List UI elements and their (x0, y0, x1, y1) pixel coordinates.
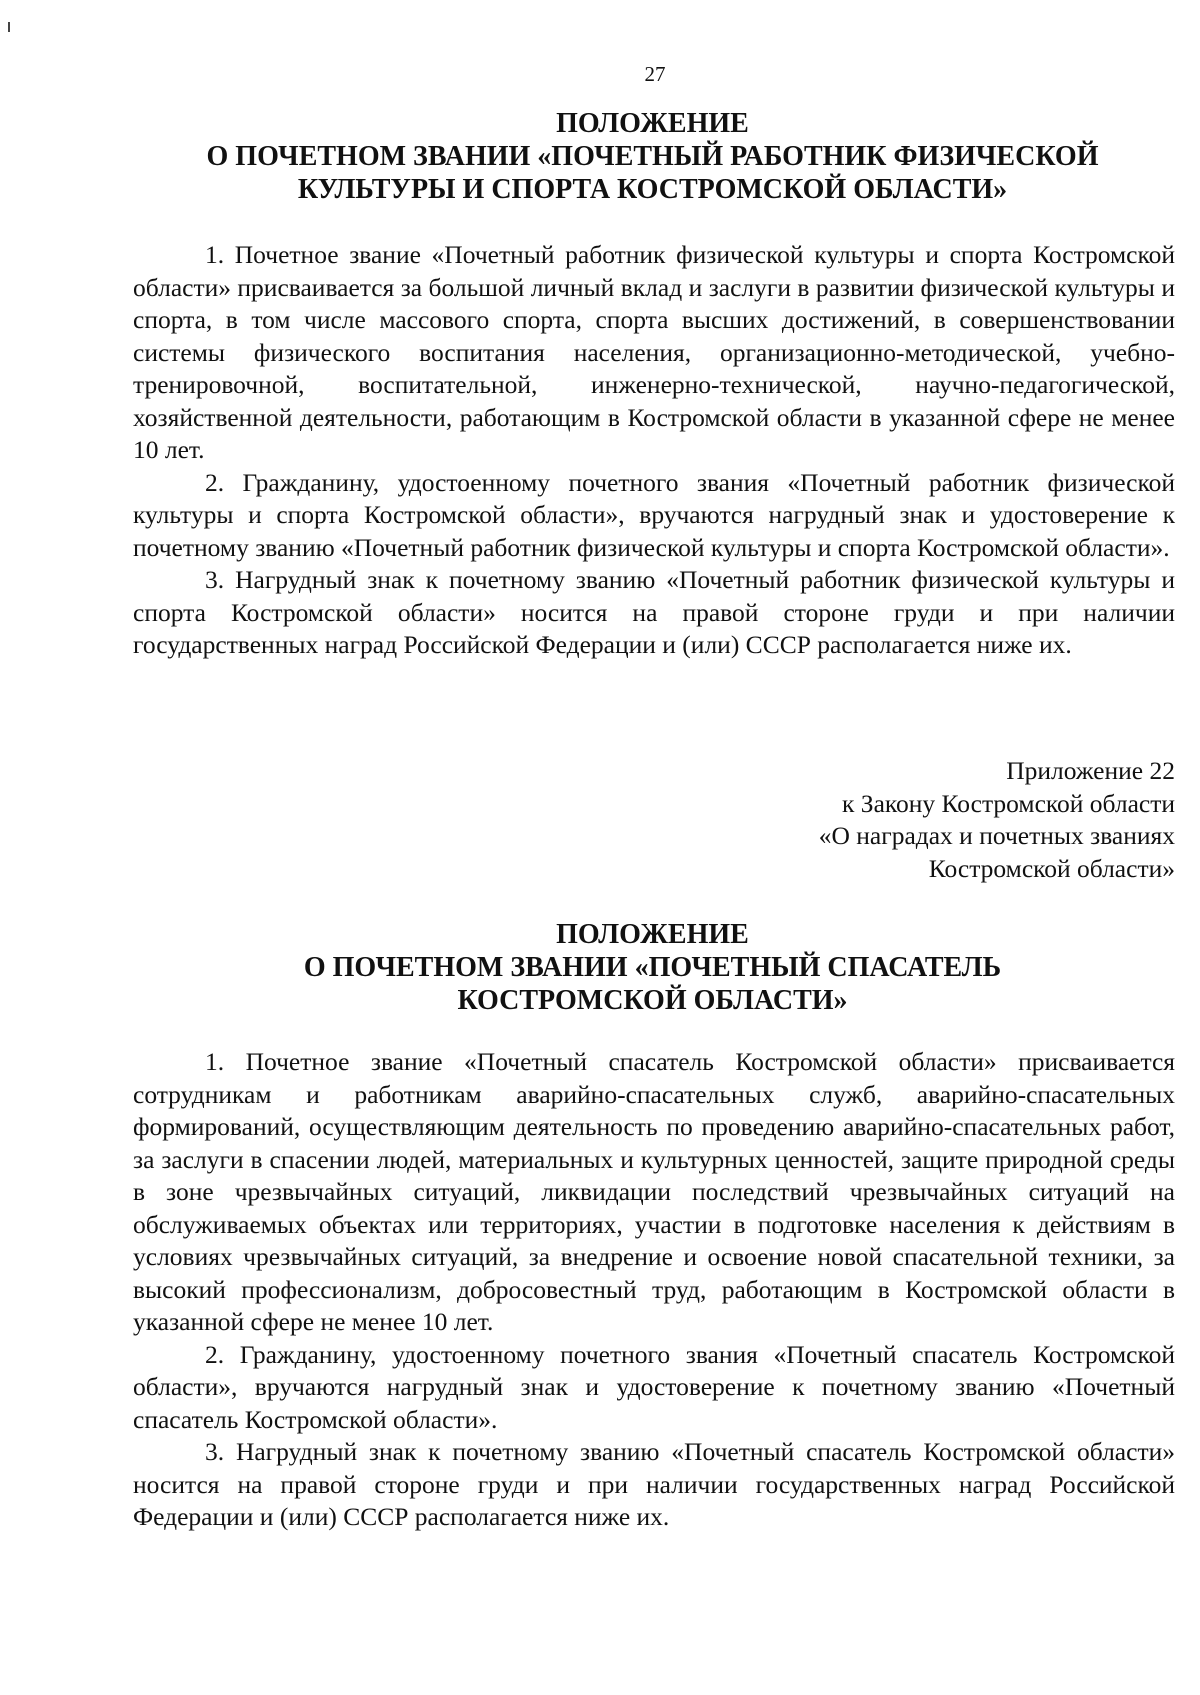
appendix-line: «О наградах и почетных званиях (818, 821, 1175, 850)
section-1-heading-line: ПОЛОЖЕНИЕ (556, 108, 749, 139)
page-number: 27 (644, 62, 666, 86)
scan-artifact-mark (8, 22, 10, 32)
section-2-body (133, 1046, 1175, 1534)
section-1-body (133, 239, 1175, 662)
section-1-paragraph-2: 2. Гражданину, удостоенному почетного звания «Почетный работник физической культуры и спорта Костромской области», вручаются нагрудный знак и удостоверение к почетному званию «Почетный работник физической культуры и спорта Костромской области». (133, 467, 1175, 562)
section-1-heading-line: КУЛЬТУРЫ И СПОРТА КОСТРОМСКОЙ ОБЛАСТИ» (297, 174, 1008, 205)
section-2-heading (130, 918, 1175, 1017)
section-2-paragraph-3: 3. Нагрудный знак к почетному званию «Почетный спасатель Костромской области» носится на правой стороне груди и при наличии государственных наград Российской Федерации и (или) СССР располагается ниже их. (133, 1437, 1175, 1531)
section-1-heading (130, 107, 1175, 206)
section-2-heading-line: О ПОЧЕТНОМ ЗВАНИИ «ПОЧЕТНЫЙ СПАСАТЕЛЬ (303, 952, 1002, 983)
appendix-line: к Закону Костромской области (842, 788, 1175, 818)
section-1-heading-line: О ПОЧЕТНОМ ЗВАНИИ «ПОЧЕТНЫЙ РАБОТНИК ФИЗИЧЕСКОЙ (206, 141, 1099, 172)
section-2-heading-line: ПОЛОЖЕНИЕ (556, 919, 749, 950)
section-1-paragraph-1: 1. Почетное звание «Почетный работник физической культуры и спорта Костромской области» присваивается за большой личный вклад и заслуги в развитии физической культуры и спорта, в том числе массового спорта, спорта высших достижений, в совершенствовании системы физического воспитания населения, организационно-методической, учебно-тренировочной, воспитательной, инженерно-технической, научно-педагогической, хозяйственной деятельности, работающим в Костромской области в указанной сфере не менее 10 лет. (133, 240, 1175, 464)
section-2-paragraph-2: 2. Гражданину, удостоенному почетного звания «Почетный спасатель Костромской области», вручаются нагрудный знак и удостоверение к почетному званию «Почетный спасатель Костромской области». (133, 1339, 1175, 1434)
section-1-paragraph-3: 3. Нагрудный знак к почетному званию «Почетный работник физической культуры и спорта Костромской области» носится на правой стороне груди и при наличии государственных наград Российской Федерации и (или) СССР располагается ниже их. (133, 565, 1175, 659)
section-2-paragraph-1: 1. Почетное звание «Почетный спасатель Костромской области» присваивается сотрудникам и работникам аварийно-спасательных служб, аварийно-спасательных формирований, осуществляющим деятельность по проведению аварийно-спасательных работ, за заслуги в спасении людей, материальных и культурных ценностей, защите природной среды в зоне чрезвычайных ситуаций, ликвидации последствий чрезвычайных ситуаций на обслуживаемых объектах или территориях, участии в подготовке населения к действиям в условиях чрезвычайных ситуаций, за внедрение и освоение новой спасательной техники, за высокий профессионализм, добросовестный труд, работающим в Костромской области в указанной сфере не менее 10 лет. (133, 1047, 1175, 1336)
appendix-reference (575, 755, 1175, 885)
appendix-line: Приложение 22 (1006, 756, 1175, 785)
appendix-line: Костромской области» (928, 853, 1175, 883)
section-2-heading-line: КОСТРОМСКОЙ ОБЛАСТИ» (457, 985, 848, 1016)
